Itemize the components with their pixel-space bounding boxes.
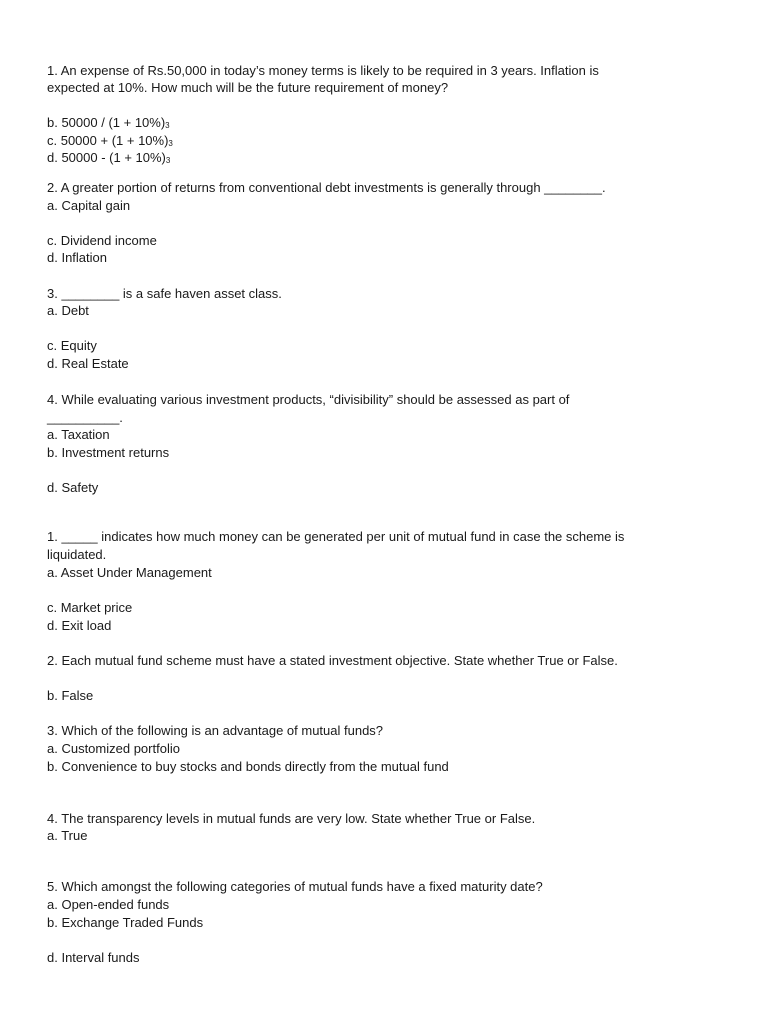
answer-option: a. Capital gain <box>47 198 131 213</box>
answer-option: d. Real Estate <box>47 356 129 371</box>
answer-option: b. Convenience to buy stocks and bonds directly from the mutual fund <box>47 759 449 774</box>
answer-option: d. Interval funds <box>47 950 140 965</box>
answer-option: d. Safety <box>47 480 99 495</box>
question-text: 3. Which of the following is an advantage of mutual funds? <box>47 723 384 738</box>
question-text: 4. The transparency levels in mutual funds are very low. State whether True or False. <box>47 811 536 826</box>
question-text: 2. Each mutual fund scheme must have a stated investment objective. State whether True or False. <box>47 653 618 668</box>
answer-option: b. False <box>47 688 94 703</box>
answer-option: b. Exchange Traded Funds <box>47 915 204 930</box>
answer-option <box>47 149 727 167</box>
option-text: d. 50000 - (1 + 10%) <box>47 150 166 165</box>
answer-option: b. Investment returns <box>47 445 170 460</box>
answer-option: a. Open-ended funds <box>47 897 170 912</box>
answer-option <box>47 114 727 132</box>
question-text: 5. Which amongst the following categories of mutual funds have a fixed maturity date? <box>47 879 543 894</box>
exponent: 3 <box>168 139 173 148</box>
question-text: expected at 10%. How much will be the future requirement of money? <box>47 80 449 95</box>
question-text: 3. ________ is a safe haven asset class. <box>47 286 282 301</box>
question-text: 1. An expense of Rs.50,000 in today’s money terms is likely to be required in 3 years. Inflation is <box>47 63 599 78</box>
answer-option: d. Exit load <box>47 618 112 633</box>
answer-option: a. Debt <box>47 303 89 318</box>
answer-option: d. Inflation <box>47 250 107 265</box>
question-text: liquidated. <box>47 547 107 562</box>
answer-option: a. Customized portfolio <box>47 741 180 756</box>
question-text: 1. _____ indicates how much money can be generated per unit of mutual fund in case the scheme is <box>47 529 625 544</box>
option-text: b. 50000 / (1 + 10%) <box>47 115 166 130</box>
question-text: 4. While evaluating various investment products, “divisibility” should be assessed as part of <box>47 392 570 407</box>
option-text: c. 50000 + (1 + 10%) <box>47 133 169 148</box>
exponent: 3 <box>165 121 170 130</box>
answer-option: a. Taxation <box>47 427 110 442</box>
question-text: __________. <box>47 410 123 425</box>
exponent: 3 <box>165 156 171 165</box>
answer-option <box>47 132 727 150</box>
answer-option: c. Dividend income <box>47 233 157 248</box>
answer-option: c. Market price <box>47 600 133 615</box>
question-text: 2. A greater portion of returns from conventional debt investments is generally through ________. <box>47 180 606 195</box>
answer-option: a. True <box>47 828 88 843</box>
answer-option: a. Asset Under Management <box>47 565 212 580</box>
answer-option: c. Equity <box>47 338 97 353</box>
